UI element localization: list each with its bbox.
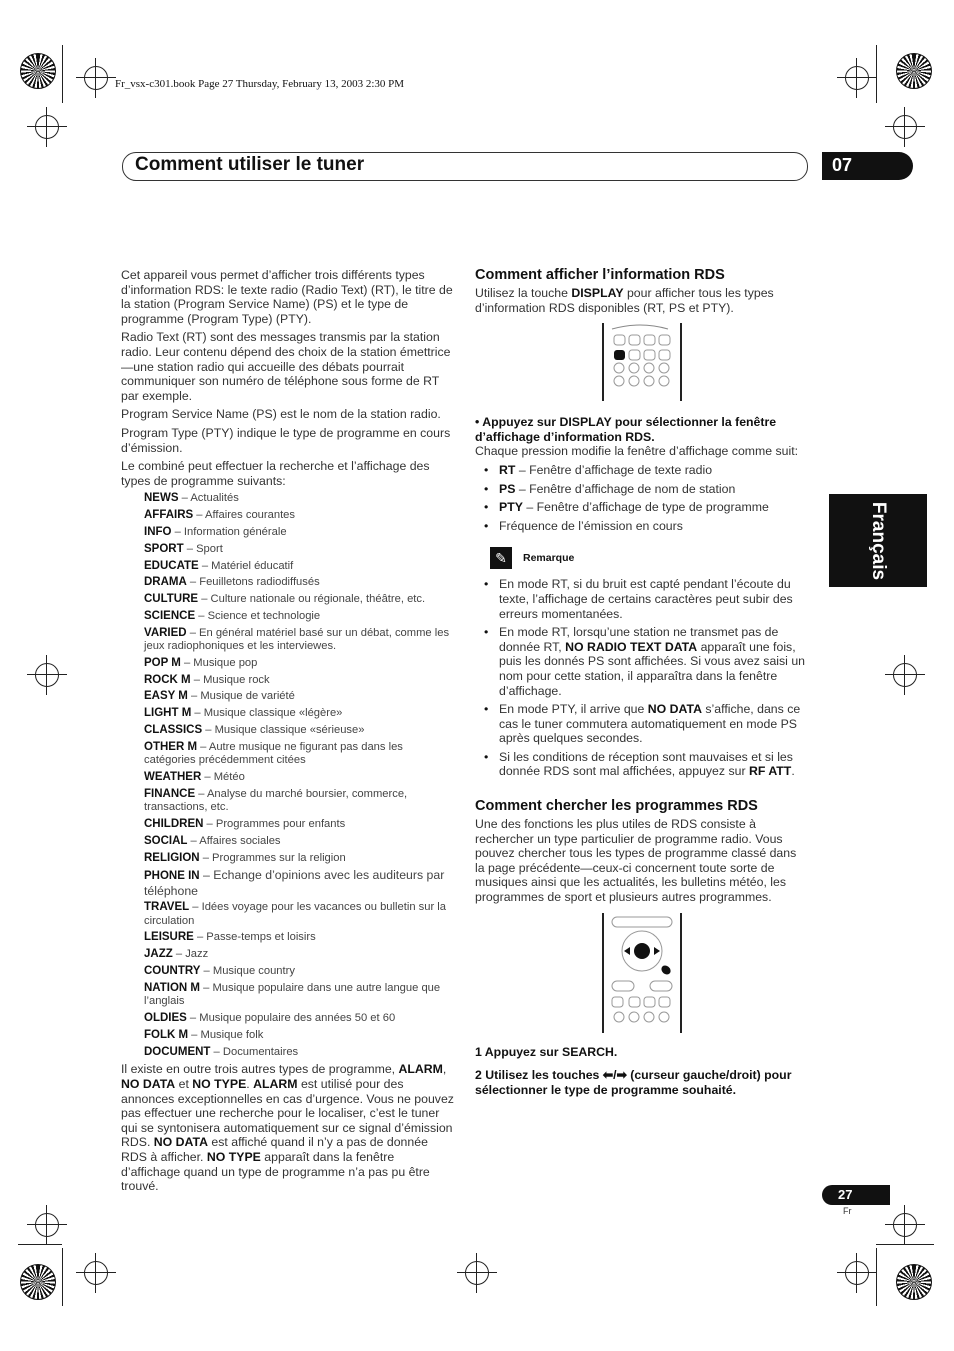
remote-illustration-search	[475, 911, 808, 1039]
keyword: NO DATA	[647, 702, 702, 717]
text: et	[175, 1077, 193, 1092]
paragraph: Chaque pression modifie la fenêtre d’affichage comme suit:	[475, 444, 799, 459]
list-item	[475, 625, 808, 698]
definition: – Musique country	[200, 965, 295, 978]
registration-sunburst-tr	[896, 53, 932, 89]
list-item	[144, 657, 454, 670]
step-2: 2 Utilisez les touches ⬅/➡ (curseur gauche/droit) pour sélectionner le type de programme souhaité.	[475, 1068, 792, 1097]
crosshair-icon	[845, 66, 869, 90]
term: RELIGION	[144, 851, 200, 864]
crosshair-icon	[893, 663, 917, 687]
text: apparaît une fois, puis les donnés PS sont affichées. Si vous avez saisi un nom pour cette station, il apparaîtra dans la fenêtre d’affichage.	[499, 639, 806, 698]
crop-mark	[876, 1244, 934, 1245]
text: .	[246, 1077, 254, 1092]
section-heading: Comment chercher les programmes RDS	[475, 798, 758, 815]
term: LIGHT M	[144, 707, 192, 720]
remote-control-icon	[600, 323, 700, 401]
term: PTY	[499, 500, 523, 515]
crosshair-icon	[35, 663, 59, 687]
list-item	[144, 593, 454, 606]
crosshair-icon	[893, 115, 917, 139]
definition: – Documentaires	[210, 1045, 299, 1058]
registration-sunburst-bl	[20, 1264, 56, 1300]
list-item	[144, 818, 454, 831]
keyword: RF ATT	[748, 764, 792, 779]
registration-sunburst-tl	[20, 53, 56, 89]
term: DRAMA	[144, 576, 187, 589]
term: EDUCATE	[144, 559, 199, 572]
term: VARIED	[144, 626, 187, 639]
page-number: 27	[838, 1187, 853, 1202]
step-instruction: • Appuyez sur DISPLAY pour sélectionner la fenêtre d’affichage d’information RDS.	[475, 415, 777, 444]
remote-illustration-display	[475, 321, 808, 405]
crop-mark	[876, 45, 877, 103]
keyword: NO TYPE	[192, 1077, 247, 1092]
intro-paragraph: Cet appareil vous permet d’afficher trois différents types d’information RDS: le texte radio (Radio Text) (RT), le titre de la station (Program Service Name) (PS) et le type de programme (Program Type) (PTY).	[121, 268, 453, 326]
list-item	[144, 835, 454, 848]
keyword: ALARM	[253, 1077, 298, 1092]
crosshair-icon	[465, 1261, 489, 1285]
remote-control-icon	[600, 913, 700, 1033]
definition: – Sport	[183, 542, 223, 555]
intro-paragraph: Radio Text (RT) sont des messages transmis par la station radio. Leur contenu dépend des choix de la station émettrice—une station radio qui accueille des débats pourrait communiquer son numéro de téléphone sous forme de RT par exemple.	[121, 330, 451, 403]
crosshair-icon	[845, 1261, 869, 1285]
list-item	[144, 560, 454, 573]
text: ,	[442, 1062, 447, 1077]
list-item	[144, 965, 454, 978]
crosshair-icon	[84, 1261, 108, 1285]
definition: – Idées voyage pour les vacances ou bulletin sur la circulation	[144, 901, 447, 927]
definition: – Culture nationale ou régionale, théâtre, etc.	[198, 593, 426, 606]
list-item	[144, 526, 454, 539]
left-column	[121, 268, 454, 1198]
definition: – Matériel éducatif	[198, 559, 294, 572]
term: SPORT	[144, 542, 184, 555]
definition: – Passe-temps et loisirs	[193, 931, 316, 944]
list-item	[475, 463, 808, 478]
list-item	[144, 982, 454, 1009]
definition: – Actualités	[178, 492, 239, 505]
definition: – Fenêtre d’affichage de type de programme	[522, 500, 769, 515]
text: est affiché quand il n’y a pas de donnée RDS à afficher.	[121, 1135, 428, 1165]
page-number-tab	[822, 1185, 890, 1205]
text: s’affiche, dans ce cas le tuner commutera automatiquement en mode PS après quelques secondes.	[499, 702, 801, 746]
keyword: ALARM	[398, 1062, 443, 1077]
text: Utilisez la touche	[475, 286, 572, 300]
step-1: 1 Appuyez sur SEARCH.	[475, 1044, 618, 1059]
crosshair-icon	[893, 1213, 917, 1237]
crop-mark	[62, 1248, 63, 1306]
note-label: Remarque	[523, 552, 575, 565]
chapter-number: 07	[832, 155, 853, 175]
definition: – Echange d’opinions avec les auditeurs par téléphone	[144, 868, 445, 898]
intro-paragraph: Le combiné peut effectuer la recherche et l’affichage des types de programme suivants:	[121, 459, 430, 488]
definition: – Information générale	[171, 525, 287, 538]
list-item	[144, 741, 454, 768]
list-item	[144, 868, 454, 897]
term: FOLK M	[144, 1028, 189, 1041]
keyword: NO DATA	[153, 1135, 208, 1150]
text: .	[791, 764, 795, 779]
list-item	[144, 771, 454, 784]
list-item	[144, 931, 454, 944]
list-item	[144, 509, 454, 522]
definition: – Musique pop	[180, 656, 258, 669]
term: LEISURE	[144, 931, 194, 944]
term: FINANCE	[144, 787, 196, 800]
text: En mode PTY, il arrive que	[499, 702, 648, 717]
list-item	[144, 690, 454, 703]
term: SCIENCE	[144, 609, 196, 622]
definition: – Fenêtre d’affichage de texte radio	[515, 462, 713, 477]
term: NEWS	[144, 492, 179, 505]
page-language: Fr	[843, 1206, 852, 1216]
list-item	[144, 948, 454, 961]
term: ROCK M	[144, 673, 191, 686]
list-item	[475, 482, 808, 497]
definition: – Musique populaire dans une autre langue que l’anglais	[144, 981, 441, 1008]
registration-sunburst-br	[896, 1264, 932, 1300]
term: DOCUMENT	[144, 1045, 211, 1058]
definition: – En général matériel basé sur un débat, comme les jeux radiophoniques et les interviewes.	[144, 626, 450, 653]
list-item	[144, 901, 454, 928]
section-heading: Comment afficher l’information RDS	[475, 267, 725, 283]
outro-paragraph	[121, 1062, 454, 1193]
list-item	[475, 519, 808, 534]
term: CHILDREN	[144, 818, 204, 831]
term: TRAVEL	[144, 901, 190, 914]
term: CULTURE	[144, 593, 199, 606]
term: WEATHER	[144, 771, 202, 784]
list-item	[144, 1029, 454, 1042]
definition: – Musique classique «sérieuse»	[202, 724, 365, 737]
list-item	[144, 610, 454, 623]
text: est utilisé pour des annonces exceptionnelles en cas d’urgence. Vous ne pouvez pas effectuer une recherche pour le localiser, c’est le tuner qui se syntonisera automatiquement sur ce signal d’émission RDS.	[121, 1077, 454, 1150]
list-item	[144, 852, 454, 865]
definition: – Musique de variété	[187, 690, 295, 703]
intro-paragraph: Program Service Name (PS) est le nom de la station radio.	[121, 407, 441, 422]
definition: – Musique folk	[188, 1028, 264, 1041]
program-type-list	[144, 492, 454, 1059]
list-item	[144, 543, 454, 556]
list-item	[475, 702, 808, 746]
term: NATION M	[144, 981, 201, 994]
term: AFFAIRS	[144, 509, 194, 522]
term: RT	[499, 462, 516, 477]
right-column	[475, 266, 808, 1101]
note-header	[490, 547, 808, 569]
text: apparaît dans la fenêtre d’affichage quand un type de programme n’a pas pu être trouvé.	[121, 1150, 430, 1194]
definition: – Analyse du marché boursier, commerce, transactions, etc.	[144, 787, 408, 814]
keyword: NO DATA	[121, 1077, 176, 1092]
definition: – Programmes pour enfants	[203, 818, 346, 831]
crop-mark	[876, 1248, 877, 1306]
language-tab-label-wrap	[829, 494, 927, 587]
definition: – Programmes sur la religion	[199, 851, 346, 864]
crop-mark	[62, 45, 63, 103]
pencil-icon: ✎	[490, 547, 512, 569]
text: pour afficher tous les types d’information RDS disponibles (RT, PS et PTY).	[475, 286, 774, 315]
keyword: NO TYPE	[206, 1150, 261, 1165]
list-item	[144, 1012, 454, 1025]
term: CLASSICS	[144, 724, 203, 737]
text: Il existe en outre trois autres types de programme,	[121, 1062, 399, 1077]
term: PHONE IN	[144, 870, 200, 883]
term: PS	[499, 481, 516, 496]
list-item	[144, 1046, 454, 1059]
definition: Fréquence de l’émission en cours	[499, 518, 683, 533]
text: Si les conditions de réception sont mauvaises et si les donnée RDS sont mal affichées, appuyez sur	[499, 749, 793, 779]
term: SOCIAL	[144, 834, 188, 847]
display-modes-list	[475, 463, 808, 533]
book-header: Fr_vsx-c301.book Page 27 Thursday, February 13, 2003 2:30 PM	[115, 78, 405, 90]
term: EASY M	[144, 690, 188, 703]
definition: – Fenêtre d’affichage de nom de station	[515, 481, 736, 496]
list-item	[144, 576, 454, 589]
definition: – Affaires sociales	[187, 834, 281, 847]
list-item	[144, 674, 454, 687]
definition: – Science et technologie	[195, 609, 321, 622]
list-item	[475, 500, 808, 515]
list-item: • En mode RT, si du bruit est capté pendant l’écoute du texte, l’affichage de certains caractères peut subir des erreurs momentanées.	[475, 577, 808, 621]
paragraph	[475, 286, 808, 315]
crosshair-icon	[84, 66, 108, 90]
definition: – Feuilletons radiodiffusés	[186, 576, 320, 589]
definition: – Autre musique ne figurant pas dans les catégories précédemment citées	[144, 740, 403, 767]
list-item	[475, 750, 808, 779]
paragraph: Une des fonctions les plus utiles de RDS consiste à rechercher un type particulier de programme radio. Vous pouvez chercher tous les types de programme classé dans la page précédente—ceux-ci concernent toute sorte de musiques ainsi que les actualités, les bulletins météo, les programmes de sport et plusieurs autres programmes.	[475, 817, 797, 905]
notes-list	[475, 577, 808, 779]
list-item	[144, 788, 454, 815]
term: POP M	[144, 656, 181, 669]
crop-mark	[18, 1244, 62, 1245]
intro-paragraph: Program Type (PTY) indique le type de programme en cours d’émission.	[121, 425, 451, 455]
term: COUNTRY	[144, 965, 201, 978]
term: OTHER M	[144, 740, 198, 753]
definition: – Affaires courantes	[193, 509, 295, 522]
text: En mode RT, lorsqu’une station ne transmet pas de donnée RT,	[499, 625, 779, 654]
keyword: DISPLAY	[571, 286, 624, 300]
chapter-title: Comment utiliser le tuner	[135, 154, 365, 175]
keyword: NO RADIO TEXT DATA	[565, 639, 698, 654]
language-tab-label: Français	[868, 501, 889, 580]
list-item	[144, 707, 454, 720]
list-item	[144, 627, 454, 654]
crosshair-icon	[35, 1213, 59, 1237]
term: INFO	[144, 525, 172, 538]
list-item	[144, 492, 454, 505]
definition: – Météo	[201, 771, 245, 784]
term: OLDIES	[144, 1012, 187, 1025]
definition: – Musique populaire des années 50 et 60	[186, 1012, 396, 1025]
definition: – Musique rock	[190, 673, 270, 686]
list-item	[144, 724, 454, 737]
term: JAZZ	[144, 948, 173, 961]
definition: – Musique classique «légère»	[191, 707, 343, 720]
crosshair-icon	[35, 115, 59, 139]
definition: – Jazz	[172, 948, 209, 961]
